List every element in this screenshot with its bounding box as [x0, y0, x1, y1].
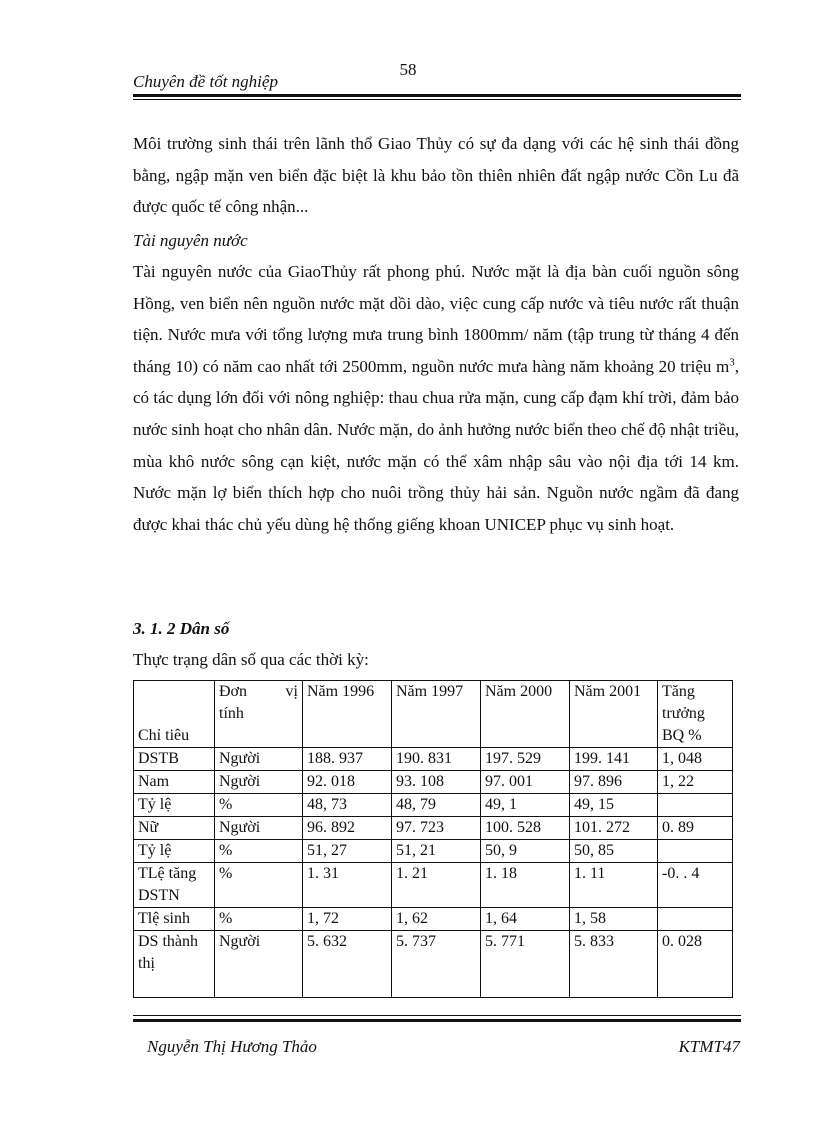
- paragraph-water: [133, 256, 739, 540]
- cell-2000: 50, 9: [481, 840, 570, 863]
- header-rule-thin: [133, 99, 741, 100]
- cell-growth: 1, 048: [658, 748, 733, 771]
- paragraph-water-part1: Tài nguyên nước của GiaoThủy rất phong phú. Nước mặt là địa bàn cuối nguồn sông Hồng, ven biển nên nguồn nước mặt dồi dào, việc cung cấp nước và tiêu nước rất thuận tiện. Nước mưa với tổng lượng mưa trung bình 1800mm/ năm (tập trung từ tháng 4 đến tháng 10) có năm cao nhất tới 2500mm, nguồn nước mưa hàng năm khoảng 20 triệu m: [133, 262, 739, 376]
- section-heading-population: 3. 1. 2 Dân số: [133, 619, 230, 638]
- header-year-1996: Năm 1996: [303, 681, 392, 748]
- cell-2000: 1, 64: [481, 908, 570, 931]
- cell-1997: 97. 723: [392, 817, 481, 840]
- cell-1996: 48, 73: [303, 794, 392, 817]
- cell-1997: 48, 79: [392, 794, 481, 817]
- paragraph-water-part2: , có tác dụng lớn đối với nông nghiệp: thau chua rửa mặn, cung cấp đạm khí trời, đảm bảo nước sinh hoạt cho nhân dân. Nước mặn, do ảnh hưởng nước biển theo chế độ nhật triều, mùa khô nước sông cạn kiệt, nước mặn có thể xâm nhập sâu vào nội địa tới 14 km. Nước mặn lợ biển thích hợp cho nuôi trồng thủy hải sản. Nguồn nước ngầm đã đang được khai thác chủ yếu dùng hệ thống giếng khoan UNICEP phục vụ sinh hoạt.: [133, 356, 739, 534]
- table-row: [134, 748, 733, 771]
- cell-2001: 5. 833: [570, 931, 658, 998]
- cell-2001: 199. 141: [570, 748, 658, 771]
- cell-growth: 0. 89: [658, 817, 733, 840]
- cell-growth: -0. . 4: [658, 863, 733, 908]
- table-row: [134, 931, 733, 998]
- population-table: [133, 680, 733, 998]
- cell-indicator: Nam: [134, 771, 215, 794]
- cell-2001: 101. 272: [570, 817, 658, 840]
- superscript-3: 3: [729, 356, 735, 369]
- cell-unit: Người: [215, 771, 303, 794]
- header-title: Chuyên đề tốt nghiệp: [133, 72, 278, 91]
- cell-1996: 1. 31: [303, 863, 392, 908]
- header-year-2000: Năm 2000: [481, 681, 570, 748]
- cell-indicator: DS thành thị: [134, 931, 215, 998]
- header-unit-word1: Đơn: [219, 683, 248, 700]
- table-row: [134, 863, 733, 908]
- cell-1996: 51, 27: [303, 840, 392, 863]
- header-growth: Tăng trưởng BQ %: [658, 681, 733, 748]
- cell-unit: Người: [215, 748, 303, 771]
- header-year-1997: Năm 1997: [392, 681, 481, 748]
- cell-growth: [658, 794, 733, 817]
- cell-1996: 96. 892: [303, 817, 392, 840]
- cell-2000: 49, 1: [481, 794, 570, 817]
- footer-code: KTMT47: [678, 1037, 740, 1056]
- table-row: [134, 840, 733, 863]
- cell-2001: 49, 15: [570, 794, 658, 817]
- header-unit: [215, 681, 303, 748]
- header-year-2001: Năm 2001: [570, 681, 658, 748]
- header-rule: [133, 94, 741, 97]
- cell-growth: [658, 840, 733, 863]
- cell-1997: 1, 62: [392, 908, 481, 931]
- cell-indicator: Tỷ lệ: [134, 794, 215, 817]
- cell-unit: %: [215, 908, 303, 931]
- cell-2000: 100. 528: [481, 817, 570, 840]
- cell-1997: 51, 21: [392, 840, 481, 863]
- cell-1997: 93. 108: [392, 771, 481, 794]
- cell-1996: 92. 018: [303, 771, 392, 794]
- cell-2001: 50, 85: [570, 840, 658, 863]
- header-unit-word2: vị: [285, 683, 298, 700]
- paragraph-ecosystem: Môi trường sinh thái trên lãnh thổ Giao Thủy có sự đa dạng với các hệ sinh thái đồng bằng, ngập mặn ven biển đặc biệt là khu bảo tồn thiên nhiên đất ngập nước Cồn Lu đã được quốc tế công nhận...: [133, 134, 739, 217]
- cell-2000: 1. 18: [481, 863, 570, 908]
- cell-growth: [658, 908, 733, 931]
- cell-1997: 190. 831: [392, 748, 481, 771]
- table-row: [134, 908, 733, 931]
- cell-2001: 1. 11: [570, 863, 658, 908]
- subheading-water-resources: Tài nguyên nước: [133, 231, 248, 250]
- table-header-row: [134, 681, 733, 748]
- cell-unit: %: [215, 863, 303, 908]
- cell-1997: 1. 21: [392, 863, 481, 908]
- table-row: [134, 771, 733, 794]
- cell-unit: %: [215, 794, 303, 817]
- table-row: [134, 817, 733, 840]
- footer-rule-thin: [133, 1015, 741, 1016]
- page-number: 58: [399, 60, 417, 79]
- footer-rule: [133, 1019, 741, 1022]
- footer-author: Nguyễn Thị Hương Thảo: [147, 1037, 317, 1056]
- header-unit-word3: tính: [219, 705, 244, 722]
- cell-indicator: Nữ: [134, 817, 215, 840]
- cell-1996: 188. 937: [303, 748, 392, 771]
- cell-growth: 1, 22: [658, 771, 733, 794]
- cell-growth: 0. 028: [658, 931, 733, 998]
- cell-2000: 97. 001: [481, 771, 570, 794]
- cell-1996: 5. 632: [303, 931, 392, 998]
- cell-indicator: Tlệ sinh: [134, 908, 215, 931]
- cell-2001: 1, 58: [570, 908, 658, 931]
- cell-indicator: Tỷ lệ: [134, 840, 215, 863]
- table-row: [134, 794, 733, 817]
- cell-indicator: DSTB: [134, 748, 215, 771]
- cell-indicator: TLệ tăng DSTN: [134, 863, 215, 908]
- cell-2000: 5. 771: [481, 931, 570, 998]
- cell-unit: Người: [215, 931, 303, 998]
- cell-1997: 5. 737: [392, 931, 481, 998]
- cell-1996: 1, 72: [303, 908, 392, 931]
- header-indicator: Chỉ tiêu: [134, 681, 215, 748]
- cell-unit: Người: [215, 817, 303, 840]
- cell-2001: 97. 896: [570, 771, 658, 794]
- table-caption: Thực trạng dân số qua các thời kỳ:: [133, 650, 369, 669]
- cell-unit: %: [215, 840, 303, 863]
- cell-2000: 197. 529: [481, 748, 570, 771]
